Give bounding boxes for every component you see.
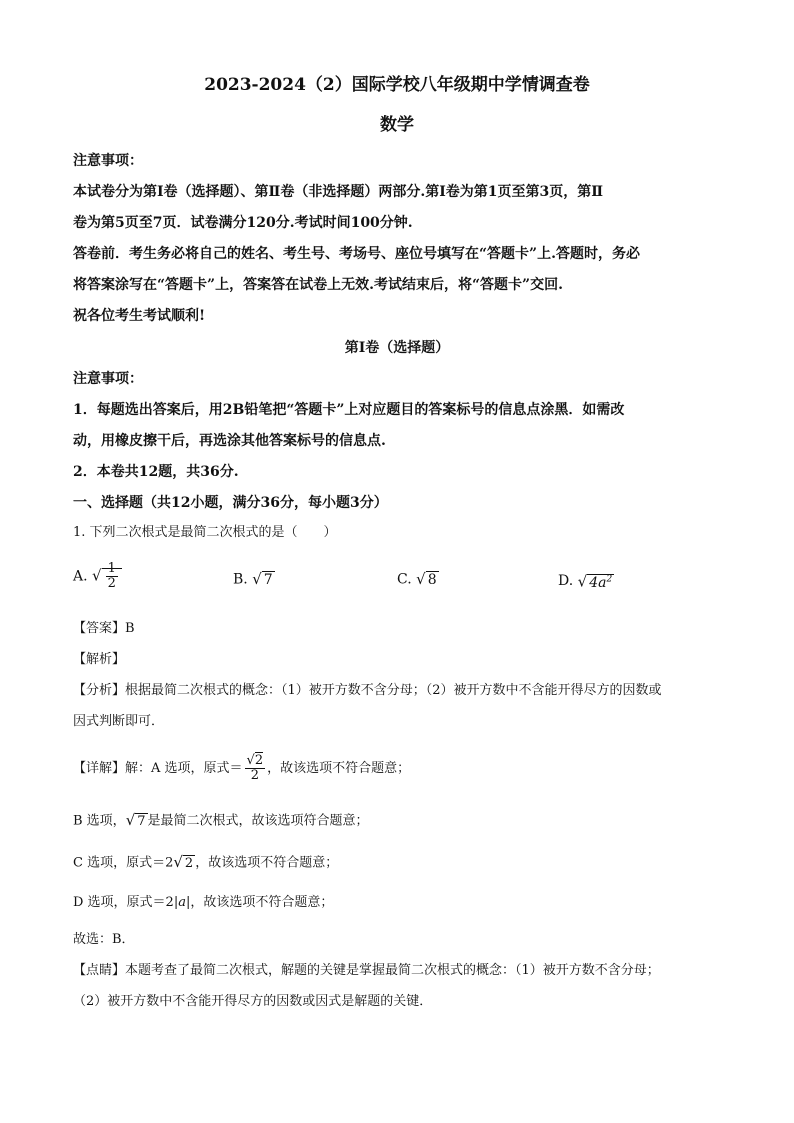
line-c-prefix: C 选项，原式＝2 [73,855,174,871]
answer-tag: 【答案】 [73,621,126,636]
fenxi-line-2: 因式判断即可． [73,714,165,729]
line-c-radicand: 2 [184,856,194,871]
xiangjie-a-fraction: $\frac{√2}{2}$ [246,753,264,783]
line-d-variable: a [178,895,186,910]
xiangjie-a-denominator: 2 [250,768,259,783]
option-a-numerator: 1 [107,561,116,576]
notice-line-2: 卷为第5页至7页．试卷满分120分.考试时间100分钟. [73,215,413,231]
choose-line: 故选：B． [73,932,135,947]
xiangjie-line-b: B 选项，√ 7 是最简二次根式，故该选项符合题意； [73,811,369,829]
line-d-prefix: D 选项，原式＝2| [73,895,179,910]
line-d-suffix: |，故该选项不符合题意； [185,895,334,910]
dianjing-line-2: （2）被开方数中不含能开得尽方的因数或因式是解题的关键． [73,994,433,1009]
subject-title: 数学 [380,115,414,135]
line-b-suffix: 是最简二次根式，故该选项符合题意； [147,813,369,829]
dianjing-text-1: 本题考查了最简二次根式，解题的关键是掌握最简二次根式的概念：（1）被开方数不含分母； [125,963,660,978]
line-b-radicand: 7 [137,814,146,829]
xiangjie-a-numerator: 2 [254,753,264,768]
line-b-prefix: B 选项， [73,813,126,829]
answer-line [73,620,135,638]
option-d-label: D. [558,572,574,589]
part1-item-1-line-1: 1．每题选出答案后，用2B铅笔把“答题卡”上对应题目的答案标号的信息点涂黑．如需改 [73,402,625,418]
xiangjie-tag: 【详解】 [73,761,126,776]
notice-line-1: 本试卷分为第Ⅰ卷（选择题）、第Ⅱ卷（非选择题）两部分.第Ⅰ卷为第1页至第3页，第Ⅱ [73,184,604,200]
option-a [73,562,122,591]
option-d-base: 4a [589,574,607,591]
question-1-stem: 1. 下列二次根式是最简二次根式的是（ ） [73,525,337,540]
xiangjie-line-c: C 选项，原式＝2√ 2 ，故该选项不符合题意； [73,853,339,871]
option-a-radical: √ $\frac{1}{2}$ [92,562,122,591]
part1-item-2: 2．本卷共12题，共36分. [73,464,239,480]
notice-line-5: 祝各位考生考试顺利! [73,308,206,324]
part1-item-1-line-2: 动，用橡皮擦干后，再选涂其他答案标号的信息点. [73,433,386,449]
option-b-label: B. [233,571,248,588]
fenxi-tag: 【分析】 [73,683,126,698]
option-c: C. √ 8 [397,570,437,588]
xiangjie-a-prefix: 解：A 选项，原式＝ [125,761,243,776]
answer-value: B [125,621,135,636]
line-c-suffix: ，故该选项不符合题意； [195,855,339,871]
part1-title: 第Ⅰ卷（选择题） [344,340,450,356]
option-c-label: C. [397,571,412,588]
exam-title: 2023-2024（2）国际学校八年级期中学情调查卷 [204,75,590,95]
analysis-tag: 【解析】 [73,652,126,667]
section-heading: 一、选择题（共12小题，满分36分，每小题3分） [73,495,388,511]
xiangjie-line-a [73,754,410,783]
option-b: B. √ 7 [233,570,273,588]
option-c-radicand: 8 [427,572,437,588]
fenxi-line-1 [73,682,662,700]
option-a-denominator: 2 [107,576,116,591]
xiangjie-line-d [73,894,333,912]
xiangjie-a-suffix: ，故该选项不符合题意； [267,761,411,776]
option-d-radicand [587,574,614,591]
part1-notice-heading: 注意事项： [73,371,143,387]
option-d: D. √ $4a^2$ [558,572,613,591]
option-a-label: A. [73,568,88,585]
dianjing-line-1 [73,962,660,980]
notice-line-3: 答卷前．考生务必将自己的姓名、考生号、考场号、座位号填写在“答题卡”上.答题时，务必 [73,246,640,262]
notice-heading: 注意事项： [73,153,143,169]
notice-line-4: 将答案涂写在“答题卡”上，答案答在试卷上无效.考试结束后，将“答题卡”交回. [73,277,563,293]
dianjing-tag: 【点睛】 [73,963,126,978]
option-d-exponent: 2 [606,574,613,584]
option-b-radicand: 7 [263,572,273,588]
fenxi-text-1: 根据最简二次根式的概念：（1）被开方数不含分母；（2）被开方数中不含能开得尽方的因数或 [125,683,662,698]
